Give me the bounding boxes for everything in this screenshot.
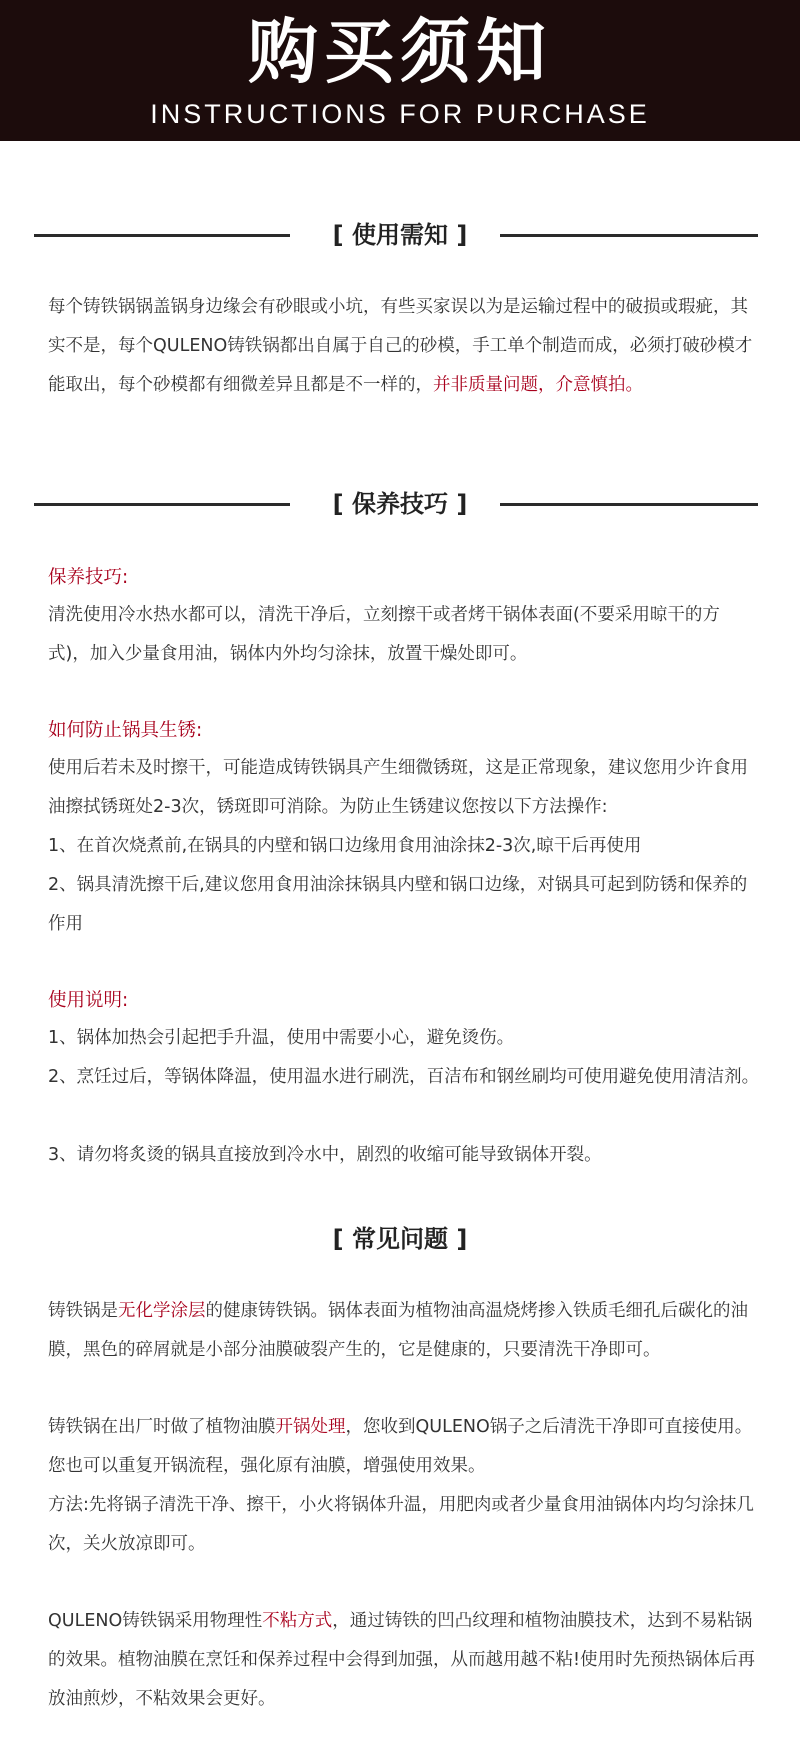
instruction-1: 1、锅体加热会引起把手升温，使用中需要小心，避免烫伤。 xyxy=(48,1028,515,1048)
faq-1-highlight: 无化学涂层 xyxy=(118,1301,206,1321)
faq-3-text-a: QULENO铸铁锅采用物理性 xyxy=(48,1611,263,1631)
divider-right xyxy=(500,503,758,506)
section-title-maintenance xyxy=(0,484,800,524)
subheading-maintenance-tips: 保养技巧: xyxy=(48,567,129,588)
section-title-faq xyxy=(0,1219,800,1259)
instruction-3: 3、请勿将炙烫的锅具直接放到冷水中，剧烈的收缩可能导致锅体开裂。 xyxy=(48,1145,602,1165)
section-title-text: [ 保养技巧 ] xyxy=(332,490,468,518)
faq-2-text-b: ，您收到QULENO锅子之后清洗干净即可直接使用。您也可以重复开锅流程，强化原有油膜，增强使用效果。 xyxy=(48,1417,753,1476)
faq-answer-3 xyxy=(48,1602,760,1719)
faq-2-highlight: 开锅处理 xyxy=(275,1417,346,1437)
usage-notice-text: 每个铸铁锅锅盖锅身边缘会有砂眼或小坑，有些买家误以为是运输过程中的破损或瑕疵，其实不是，每个QULENO铸铁锅都出自属于自己的砂模，手工单个制造而成，必须打破砂模才能取出，每个砂模都有细微差异且都是不一样的， xyxy=(48,297,753,395)
section-title-text: [ 使用需知 ] xyxy=(332,221,468,249)
rust-prevention-step-2: 2、锅具清洗擦干后,建议您用食用油涂抹锅具内壁和锅口边缘，对锅具可起到防锈和保养的作用 xyxy=(48,875,748,934)
divider-right xyxy=(500,234,758,237)
faq-1-text-b: 的健康铸铁锅。锅体表面为植物油高温烧烤掺入铁质毛细孔后碳化的油膜，黑色的碎屑就是小部分油膜破裂产生的，它是健康的，只要清洗干净即可。 xyxy=(48,1301,748,1360)
section-title-text: [ 常见问题 ] xyxy=(332,1225,468,1253)
faq-method: 方法:先将锅子清洗干净、擦干，小火将锅体升温，用肥肉或者少量食用油锅体内均匀涂抹几次，关火放凉即可。 xyxy=(48,1495,754,1554)
faq-answer-1 xyxy=(48,1292,760,1370)
section-title-usage-notice xyxy=(0,215,800,255)
page-title: 购买须知 xyxy=(248,11,552,93)
rust-prevention-step-1: 1、在首次烧煮前,在锅具的内壁和锅口边缘用食用油涂抹2-3次,晾干后再使用 xyxy=(48,836,642,856)
faq-3-text-b: ，通过铸铁的凹凸纹理和植物油膜技术，达到不易粘锅的效果。植物油膜在烹饪和保养过程中会得到加强，从而越用越不粘!使用时先预热锅体后再放油煎炒，不粘效果会更好。 xyxy=(48,1611,756,1709)
faq-answer-2 xyxy=(48,1408,760,1486)
page-subtitle: INSTRUCTIONS FOR PURCHASE xyxy=(150,99,650,129)
faq-1-text-a: 铸铁锅是 xyxy=(48,1301,118,1321)
usage-notice-paragraph xyxy=(48,288,760,405)
rust-prevention-text: 使用后若未及时擦干，可能造成铸铁锅具产生细微锈斑，这是正常现象，建议您用少许食用油擦拭锈斑处2-3次，锈斑即可消除。为防止生锈建议您按以下方法操作: xyxy=(48,758,748,817)
faq-2-text-a: 铸铁锅在出厂时做了植物油膜 xyxy=(48,1417,276,1437)
usage-notice-highlight: 并非质量问题，介意慎拍。 xyxy=(433,375,643,395)
faq-3-highlight: 不粘方式 xyxy=(262,1611,333,1631)
instruction-2: 2、烹饪过后，等锅体降温，使用温水进行刷洗，百洁布和钢丝刷均可使用避免使用清洁剂。 xyxy=(48,1067,760,1087)
subheading-rust-prevention: 如何防止锅具生锈: xyxy=(48,720,203,741)
header-banner xyxy=(0,0,800,141)
subheading-instructions: 使用说明: xyxy=(48,990,129,1011)
maintenance-tips-text: 清洗使用冷水热水都可以，清洗干净后，立刻擦干或者烤干锅体表面(不要采用晾干的方式)，加入少量食用油，锅体内外均匀涂抹，放置干燥处即可。 xyxy=(48,605,720,664)
